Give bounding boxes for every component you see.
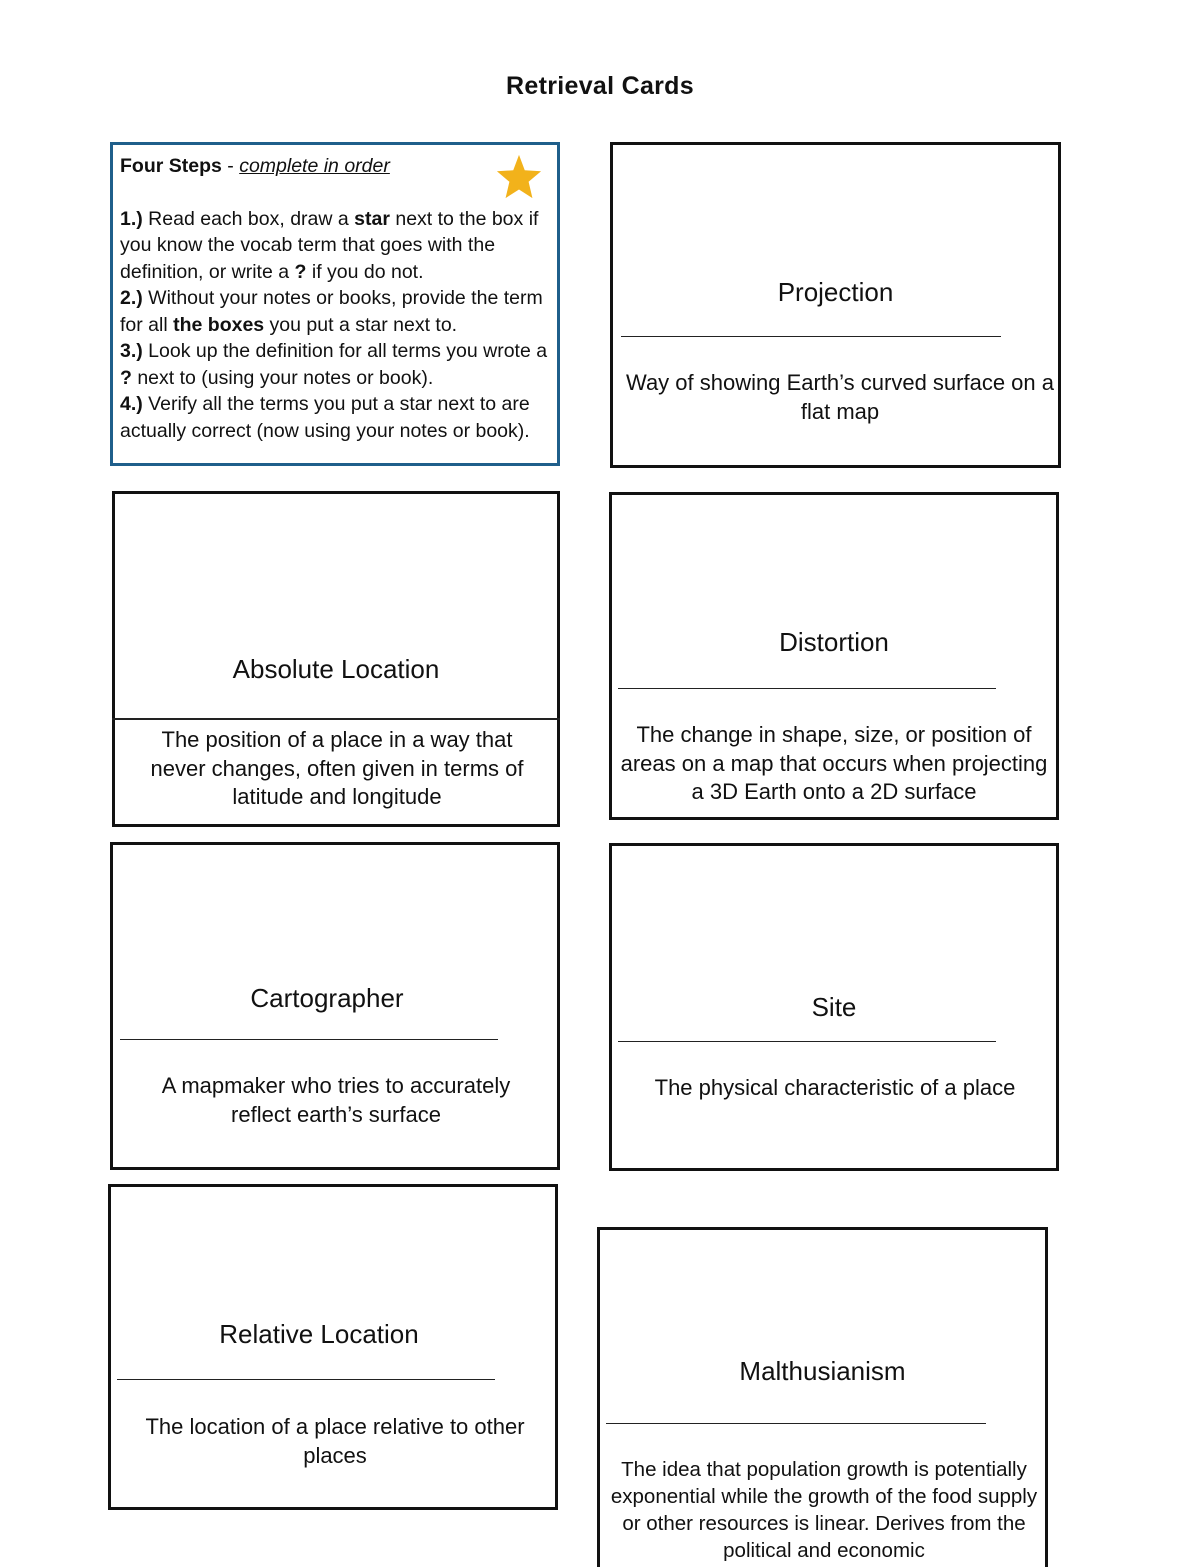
- card-term: Relative Location: [219, 1319, 419, 1349]
- card-absolute-location: [112, 491, 560, 827]
- instructions-box: [110, 142, 560, 466]
- card-definition: The location of a place relative to other places: [145, 1414, 525, 1468]
- divider-line: [621, 336, 1001, 337]
- card-definition: A mapmaker who tries to accurately reflect earth’s surface: [161, 1073, 511, 1127]
- divider-line: [618, 1041, 996, 1042]
- card-term: Projection: [777, 277, 894, 307]
- card-definition: The idea that population growth is potentially exponential while the growth of the food supply or other resources is linear. Derives from the political and economic: [610, 1458, 1038, 1562]
- card-definition: The physical characteristic of a place: [654, 1075, 1016, 1100]
- card-malthusianism: [597, 1227, 1048, 1567]
- card-cartographer: [110, 842, 560, 1170]
- divider-line: [112, 718, 560, 720]
- step-2: 2.) Without your notes or books, provide the term for all the boxes you put a star next to.: [120, 287, 543, 336]
- card-term: Malthusianism: [739, 1356, 906, 1386]
- card-projection: [610, 142, 1061, 468]
- card-definition: The position of a place in a way that never changes, often given in terms of latitude and longitude: [150, 727, 524, 809]
- page-title: Retrieval Cards: [506, 72, 694, 100]
- step-4: 4.) Verify all the terms you put a star next to are actually correct (now using your notes or book).: [120, 393, 530, 442]
- card-term: Cartographer: [250, 983, 404, 1013]
- divider-line: [618, 688, 996, 689]
- instructions-heading: Four Steps - complete in order: [120, 155, 390, 177]
- card-definition: The change in shape, size, or position of areas on a map that occurs when projecting a 3D Earth onto a 2D surface: [620, 722, 1048, 804]
- step-1: 1.) Read each box, draw a star next to the box if you know the vocab term that goes with the definition, or write a ? if you do not.: [120, 207, 539, 283]
- card-term: Absolute Location: [232, 654, 440, 684]
- card-relative-location: [108, 1184, 558, 1510]
- divider-line: [117, 1379, 495, 1380]
- card-definition: Way of showing Earth’s curved surface on a flat map: [626, 370, 1054, 424]
- card-term: Site: [811, 992, 857, 1022]
- divider-line: [120, 1039, 498, 1040]
- star-icon: [495, 153, 543, 201]
- step-3: 3.) Look up the definition for all terms you wrote a ? next to (using your notes or book).: [120, 340, 548, 389]
- card-term: Distortion: [779, 627, 889, 657]
- divider-line: [606, 1423, 986, 1424]
- card-distortion: [609, 492, 1059, 820]
- card-site: [609, 843, 1059, 1171]
